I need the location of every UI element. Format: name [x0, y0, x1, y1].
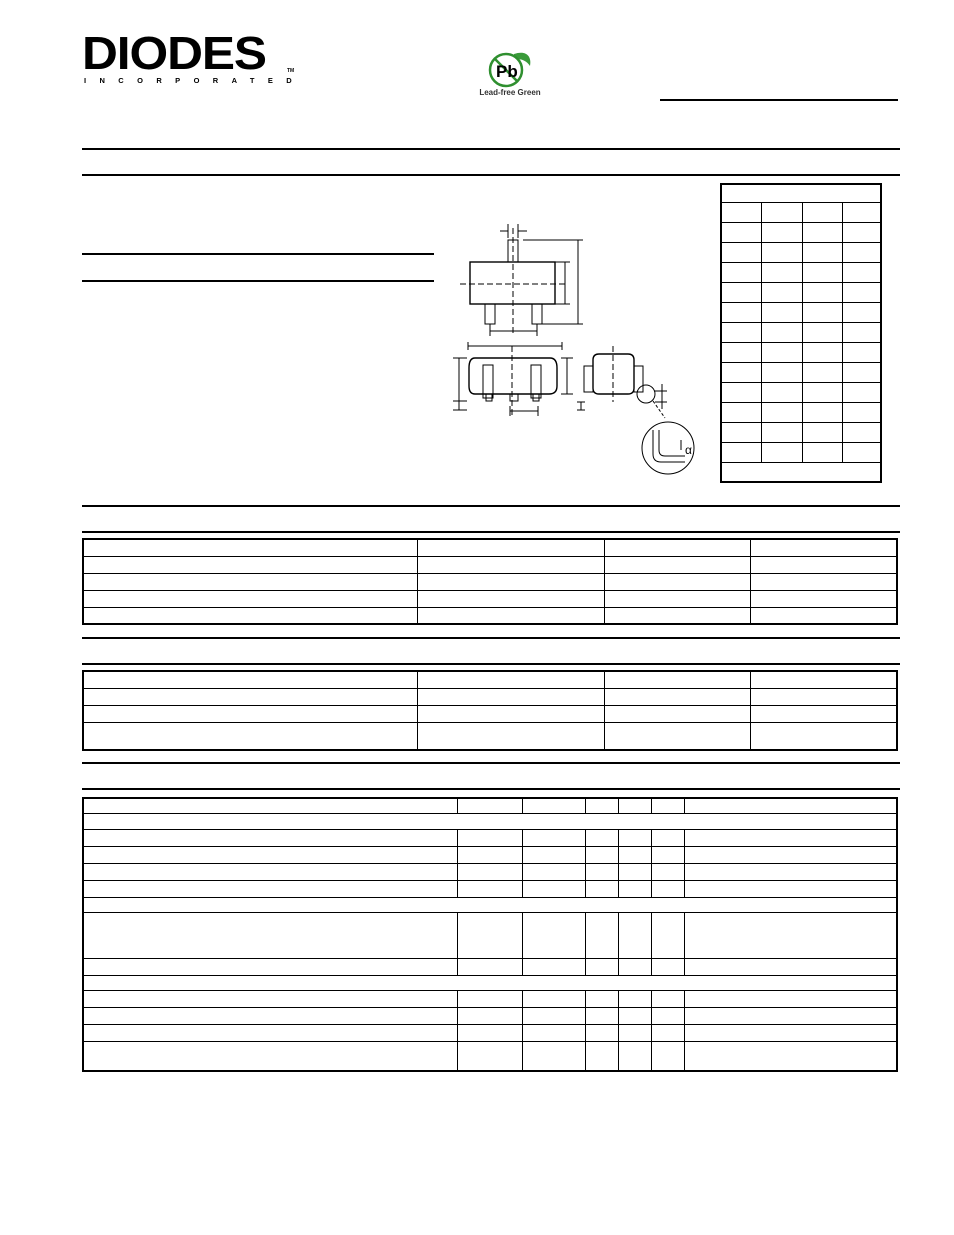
table-cell	[762, 202, 803, 222]
section-rule	[82, 788, 900, 790]
angle-symbol: α	[685, 443, 692, 457]
table-row	[721, 382, 881, 402]
table-row	[83, 671, 897, 688]
table-cell	[618, 798, 651, 813]
table-cell	[418, 590, 604, 607]
table-cell	[802, 362, 843, 382]
table-cell	[83, 813, 897, 829]
table-cell	[522, 863, 585, 880]
table-cell	[762, 242, 803, 262]
table-cell	[651, 958, 684, 975]
table-cell	[585, 846, 618, 863]
table-cell	[618, 958, 651, 975]
dimension-table	[720, 183, 882, 483]
table-row	[721, 202, 881, 222]
table-cell	[618, 912, 651, 958]
table-cell	[418, 671, 604, 688]
table-cell	[721, 302, 762, 322]
section-rule	[82, 148, 900, 150]
table-cell	[83, 798, 458, 813]
table-row	[721, 262, 881, 282]
table-cell	[762, 262, 803, 282]
table-cell	[651, 846, 684, 863]
table-cell	[721, 362, 762, 382]
table-cell	[604, 556, 750, 573]
table-cell	[843, 442, 882, 462]
table-cell	[522, 912, 585, 958]
table-row	[83, 1007, 897, 1024]
table-row	[83, 556, 897, 573]
table-row	[721, 462, 881, 482]
table-cell	[843, 322, 882, 342]
table-cell	[684, 1041, 897, 1071]
table-cell	[843, 262, 882, 282]
table-cell	[585, 1024, 618, 1041]
table-cell	[618, 1041, 651, 1071]
section-rule	[82, 637, 900, 639]
table-row	[721, 222, 881, 242]
table-cell	[843, 362, 882, 382]
table-row	[721, 322, 881, 342]
table-cell	[843, 222, 882, 242]
section-rule	[82, 663, 900, 665]
table-cell	[83, 897, 897, 912]
table-cell	[651, 912, 684, 958]
table-cell	[751, 590, 897, 607]
table-row	[721, 442, 881, 462]
table-cell	[83, 1024, 458, 1041]
table-cell	[604, 671, 750, 688]
table-cell	[684, 880, 897, 897]
table-row	[83, 880, 897, 897]
table-cell	[458, 798, 522, 813]
table-cell	[721, 242, 762, 262]
table-cell	[418, 705, 604, 722]
section-rule	[82, 531, 900, 533]
table-cell	[684, 912, 897, 958]
table-cell	[618, 863, 651, 880]
table-cell	[604, 688, 750, 705]
table-cell	[651, 798, 684, 813]
table-cell	[802, 282, 843, 302]
table-cell	[458, 1007, 522, 1024]
section-rule	[82, 762, 900, 764]
table-cell	[604, 573, 750, 590]
table-cell	[751, 539, 897, 556]
table-row	[83, 863, 897, 880]
table-cell	[418, 688, 604, 705]
table-cell	[83, 829, 458, 846]
table-cell	[684, 846, 897, 863]
table-cell	[458, 1024, 522, 1041]
table-cell	[762, 322, 803, 342]
table-cell	[585, 1007, 618, 1024]
table-cell	[83, 671, 418, 688]
table-cell	[458, 846, 522, 863]
table-cell	[762, 422, 803, 442]
table-cell	[802, 422, 843, 442]
table-cell	[684, 1007, 897, 1024]
table-cell	[721, 184, 881, 202]
table-cell	[762, 222, 803, 242]
table-cell	[802, 442, 843, 462]
lead-free-caption: Lead-free Green	[479, 88, 541, 97]
table-cell	[843, 202, 882, 222]
table-cell	[458, 958, 522, 975]
table-row	[83, 798, 897, 813]
table-cell	[618, 846, 651, 863]
table-cell	[618, 829, 651, 846]
table-cell	[721, 342, 762, 362]
table-cell	[721, 462, 881, 482]
table-cell	[651, 1007, 684, 1024]
table-cell	[585, 880, 618, 897]
table-row	[83, 846, 897, 863]
table-cell	[585, 912, 618, 958]
table-cell	[418, 539, 604, 556]
table-cell	[458, 912, 522, 958]
table-cell	[604, 722, 750, 750]
ratings-table-2	[82, 670, 898, 751]
table-row	[83, 722, 897, 750]
table-cell	[83, 880, 458, 897]
section-rule	[82, 253, 434, 255]
table-cell	[684, 990, 897, 1007]
table-cell	[762, 382, 803, 402]
table-cell	[751, 556, 897, 573]
table-cell	[604, 590, 750, 607]
table-cell	[83, 990, 458, 1007]
table-cell	[458, 880, 522, 897]
table-cell	[418, 722, 604, 750]
table-cell	[83, 539, 418, 556]
table-row	[721, 184, 881, 202]
table-cell	[762, 442, 803, 462]
table-cell	[721, 282, 762, 302]
table-cell	[721, 402, 762, 422]
table-cell	[651, 829, 684, 846]
table-row	[721, 242, 881, 262]
table-row	[721, 282, 881, 302]
table-cell	[762, 402, 803, 422]
table-cell	[83, 573, 418, 590]
table-cell	[751, 573, 897, 590]
table-cell	[418, 607, 604, 624]
table-cell	[721, 422, 762, 442]
table-cell	[604, 539, 750, 556]
table-cell	[802, 402, 843, 422]
table-cell	[684, 1024, 897, 1041]
table-cell	[522, 880, 585, 897]
pb-symbol: Pb	[496, 62, 518, 81]
table-cell	[802, 322, 843, 342]
table-cell	[762, 302, 803, 322]
table-cell	[721, 202, 762, 222]
table-cell	[83, 705, 418, 722]
table-cell	[522, 958, 585, 975]
table-cell	[843, 422, 882, 442]
table-cell	[83, 846, 458, 863]
table-cell	[762, 362, 803, 382]
table-cell	[651, 863, 684, 880]
table-row	[721, 402, 881, 422]
table-cell	[802, 242, 843, 262]
table-cell	[684, 958, 897, 975]
table-row	[83, 912, 897, 958]
header-rule	[660, 99, 898, 101]
table-row	[83, 975, 897, 990]
table-row	[83, 607, 897, 624]
table-cell	[585, 1041, 618, 1071]
table-cell	[684, 863, 897, 880]
table-cell	[721, 382, 762, 402]
table-cell	[418, 556, 604, 573]
table-cell	[802, 382, 843, 402]
table-cell	[458, 863, 522, 880]
table-cell	[651, 1024, 684, 1041]
lead-free-icon	[484, 48, 534, 90]
table-cell	[83, 975, 897, 990]
table-cell	[585, 829, 618, 846]
table-cell	[83, 1007, 458, 1024]
table-cell	[802, 202, 843, 222]
company-logo-wordmark: DIODES	[82, 27, 267, 79]
table-row	[721, 422, 881, 442]
table-cell	[843, 402, 882, 422]
table-row	[83, 573, 897, 590]
table-row	[83, 705, 897, 722]
section-rule	[82, 280, 434, 282]
table-cell	[83, 863, 458, 880]
table-cell	[802, 222, 843, 242]
table-cell	[522, 846, 585, 863]
table-cell	[762, 282, 803, 302]
table-row	[83, 958, 897, 975]
table-cell	[651, 1041, 684, 1071]
characteristics-table	[82, 797, 898, 1072]
table-cell	[762, 342, 803, 362]
table-cell	[802, 262, 843, 282]
table-cell	[751, 607, 897, 624]
table-cell	[843, 242, 882, 262]
table-cell	[604, 607, 750, 624]
table-row	[721, 342, 881, 362]
trademark-mark: TM	[287, 68, 295, 74]
ratings-table-1	[82, 538, 898, 625]
table-cell	[585, 863, 618, 880]
table-cell	[684, 798, 897, 813]
table-cell	[585, 990, 618, 1007]
table-cell	[83, 688, 418, 705]
table-cell	[751, 688, 897, 705]
table-cell	[651, 880, 684, 897]
table-cell	[522, 1041, 585, 1071]
table-cell	[843, 282, 882, 302]
table-cell	[751, 671, 897, 688]
table-cell	[83, 556, 418, 573]
table-cell	[522, 829, 585, 846]
company-logo-subtitle: INCORPORATED	[84, 76, 306, 85]
table-cell	[522, 990, 585, 1007]
table-cell	[585, 958, 618, 975]
table-row	[721, 362, 881, 382]
table-row	[83, 1024, 897, 1041]
table-cell	[83, 607, 418, 624]
table-row	[83, 990, 897, 1007]
table-cell	[721, 222, 762, 242]
table-cell	[604, 705, 750, 722]
table-cell	[802, 302, 843, 322]
table-cell	[618, 880, 651, 897]
table-cell	[751, 705, 897, 722]
table-cell	[458, 1041, 522, 1071]
table-cell	[458, 990, 522, 1007]
table-cell	[684, 829, 897, 846]
section-rule	[82, 174, 900, 176]
table-row	[83, 829, 897, 846]
table-cell	[843, 342, 882, 362]
table-cell	[651, 990, 684, 1007]
table-cell	[83, 722, 418, 750]
table-cell	[83, 1041, 458, 1071]
table-cell	[721, 442, 762, 462]
table-row	[83, 813, 897, 829]
table-row	[83, 688, 897, 705]
table-row	[83, 897, 897, 912]
table-cell	[618, 1007, 651, 1024]
package-outline-drawing	[445, 218, 705, 488]
table-cell	[522, 798, 585, 813]
table-cell	[843, 302, 882, 322]
table-cell	[618, 1024, 651, 1041]
table-cell	[83, 590, 418, 607]
table-cell	[751, 722, 897, 750]
table-cell	[418, 573, 604, 590]
table-row	[721, 302, 881, 322]
table-cell	[585, 798, 618, 813]
table-cell	[522, 1007, 585, 1024]
table-cell	[721, 262, 762, 282]
table-cell	[83, 958, 458, 975]
table-row	[83, 1041, 897, 1071]
table-cell	[522, 1024, 585, 1041]
table-cell	[802, 342, 843, 362]
table-cell	[843, 382, 882, 402]
table-cell	[721, 322, 762, 342]
table-row	[83, 590, 897, 607]
table-cell	[458, 829, 522, 846]
table-cell	[618, 990, 651, 1007]
table-row	[83, 539, 897, 556]
section-rule	[82, 505, 900, 507]
table-cell	[83, 912, 458, 958]
